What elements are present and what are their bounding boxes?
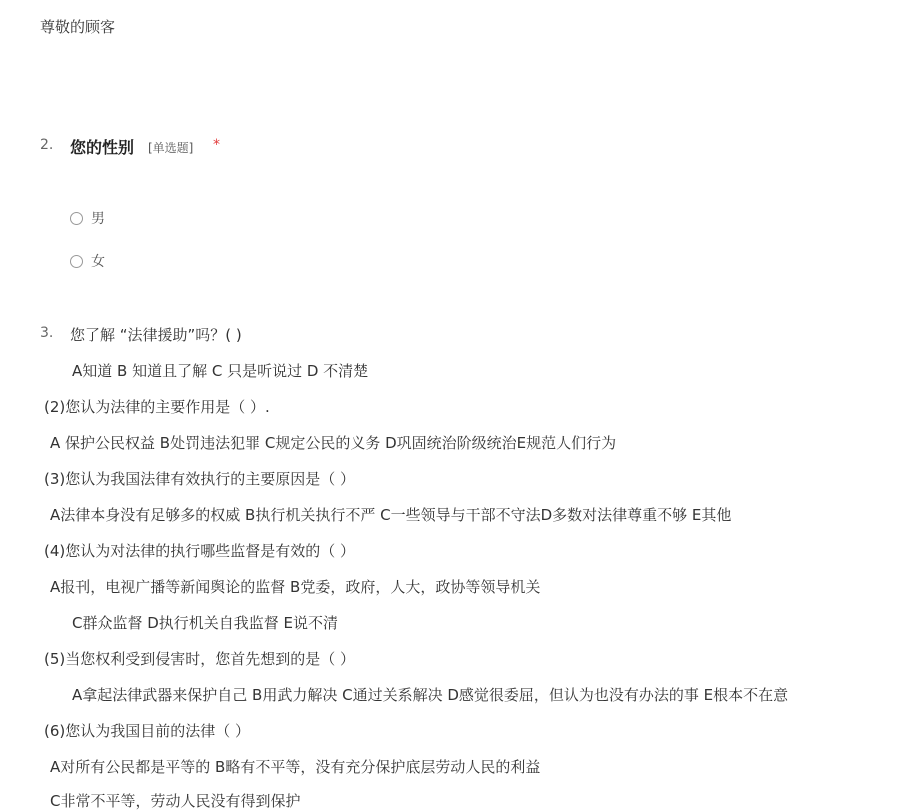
- sub-question-2: (2)您认为法律的主要作用是（ ）.: [44, 398, 270, 416]
- question-2-number: 2.: [40, 137, 54, 153]
- sub-question-3: (3)您认为我国法律有效执行的主要原因是（ ）: [44, 470, 356, 488]
- radio-option-label: 男: [91, 211, 105, 227]
- question-3-number: 3.: [40, 325, 54, 341]
- radio-option-label: 女: [91, 254, 105, 270]
- sub-question-4-options-cont: C群众监督 D执行机关自我监督 E说不清: [72, 614, 339, 632]
- sub-question-5: (5)当您权利受到侵害时，您首先想到的是（ ）: [44, 650, 356, 668]
- sub-question-5-options: A拿起法律武器来保护自己 B用武力解决 C通过关系解决 D感觉很委屈，但认为也没有办法的事 E根本不在意: [72, 686, 789, 704]
- radio-circle-icon[interactable]: [70, 255, 83, 268]
- sub-question-6-options-cont: C非常不平等，劳动人民没有得到保护: [50, 792, 301, 810]
- question-3-options: A知道 B 知道且了解 C 只是听说过 D 不清楚: [72, 362, 369, 380]
- sub-question-4: (4)您认为对法律的执行哪些监督是有效的（ ）: [44, 542, 356, 560]
- sub-question-6: (6)您认为我国目前的法律（ ）: [44, 722, 251, 740]
- sub-question-4-options: A报刊，电视广播等新闻舆论的监督 B党委，政府，人大，政协等领导机关: [50, 578, 541, 596]
- radio-option-female[interactable]: [70, 251, 105, 271]
- radio-circle-icon[interactable]: [70, 212, 83, 225]
- sub-question-6-options: A对所有公民都是平等的 B略有不平等，没有充分保护底层劳动人民的利益: [50, 758, 541, 776]
- question-3-text: 您了解 “法律援助”吗？( ): [70, 326, 242, 344]
- sub-question-2-options: A 保护公民权益 B处罚违法犯罪 C规定公民的义务 D巩固统治阶级统治E规范人们行为: [50, 434, 617, 452]
- required-mark: *: [213, 137, 220, 153]
- sub-question-3-options: A法律本身没有足够多的权威 B执行机关执行不严 C一些领导与干部不守法D多数对法律尊重不够 E其他: [50, 506, 732, 524]
- question-2-type-tag: [单选题]: [148, 141, 194, 155]
- greeting-text: 尊敬的顾客: [40, 18, 116, 36]
- radio-option-male[interactable]: [70, 208, 105, 228]
- question-2-title: 您的性别: [70, 138, 135, 157]
